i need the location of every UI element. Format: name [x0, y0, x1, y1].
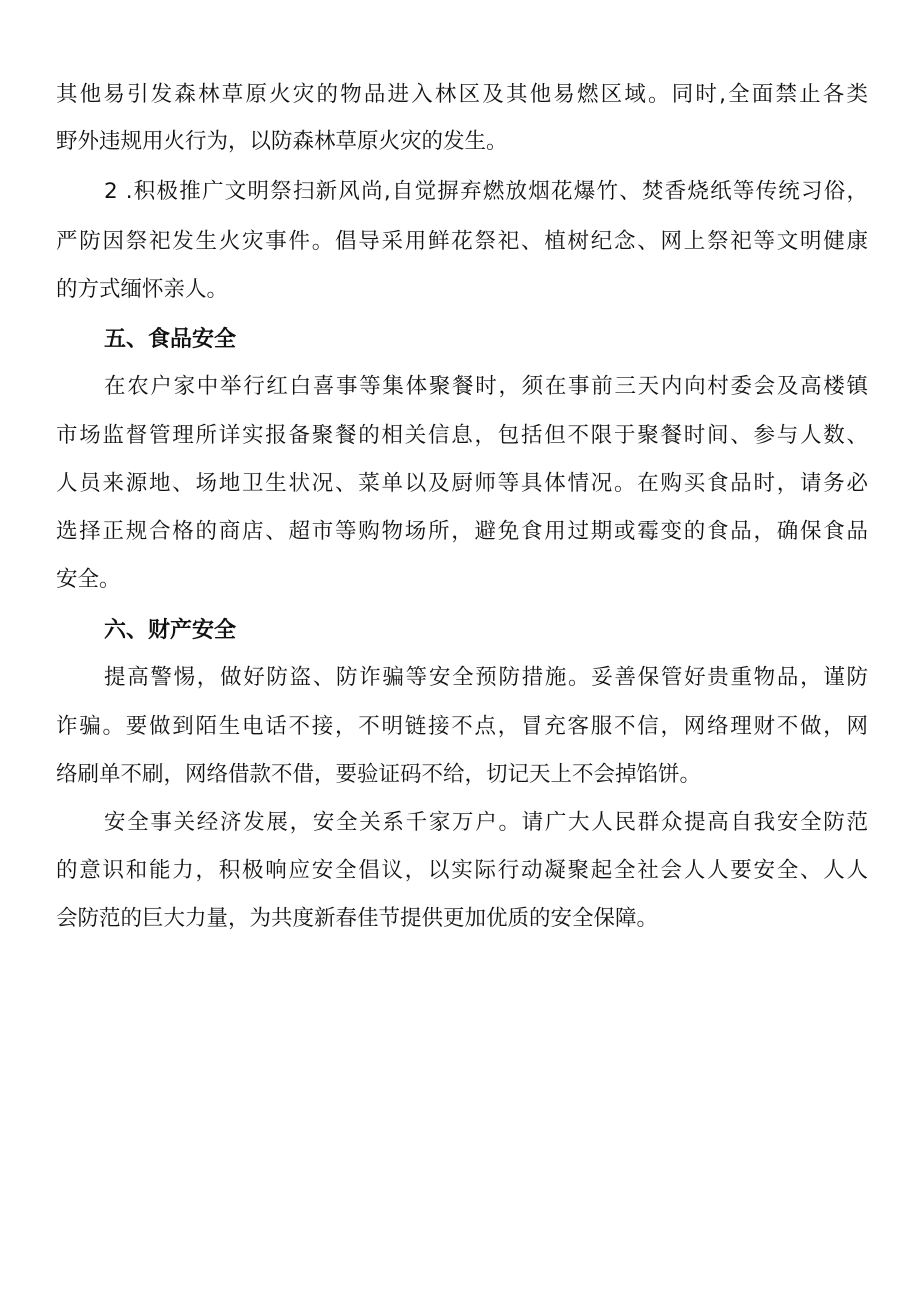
- section6-line-3: 络刷单不刷，网络借款不借，要验证码不给，切记天上不会掉馅饼。: [56, 762, 702, 787]
- closing-line-1: 安全事关经济发展，安全关系千家万户。请广大人民群众提高自我安全防范: [104, 810, 868, 835]
- closing-line-2: 的意识和能力，积极响应安全倡议，以实际行动凝聚起全社会人人要安全、人人: [56, 858, 868, 883]
- closing-line-3: 会防范的巨大力量，为共度新春佳节提供更加优质的安全保障。: [56, 906, 659, 931]
- section5-line-1: 在农户家中举行红白喜事等集体聚餐时，须在事前三天内向村委会及高楼镇: [104, 374, 868, 399]
- section6-heading: 六、财产安全: [104, 618, 237, 643]
- section6-line-2: 诈骗。要做到陌生电话不接，不明链接不点，冒充客服不信，网络理财不做，网: [56, 714, 868, 739]
- section5-line-5: 安全。: [56, 567, 121, 592]
- item2-line-1: 2 .积极推广文明祭扫新风尚,自觉摒弃燃放烟花爆竹、焚香烧纸等传统习俗，: [104, 179, 868, 204]
- section5-line-3: 人员来源地、场地卫生状况、菜单以及厨师等具体情况。在购买食品时，请务必: [56, 471, 868, 496]
- section6-line-1: 提高警惕，做好防盗、防诈骗等安全预防措施。妥善保管好贵重物品，谨防: [104, 665, 868, 690]
- section4-end-line-1: 其他易引发森林草原火灾的物品进入林区及其他易燃区域。同时,全面禁止各类: [56, 82, 868, 107]
- item2-line-3: 的方式缅怀亲人。: [56, 277, 229, 302]
- item2-line-2: 严防因祭祀发生火灾事件。倡导采用鲜花祭祀、植树纪念、网上祭祀等文明健康: [56, 229, 868, 254]
- section5-line-2: 市场监督管理所详实报备聚餐的相关信息，包括但不限于聚餐时间、参与人数、: [56, 423, 868, 448]
- section5-heading: 五、食品安全: [104, 327, 237, 352]
- section5-line-4: 选择正规合格的商店、超市等购物场所，避免食用过期或霉变的食品，确保食品: [56, 519, 868, 544]
- section4-end-line-2: 野外违规用火行为，以防森林草原火灾的发生。: [56, 129, 508, 154]
